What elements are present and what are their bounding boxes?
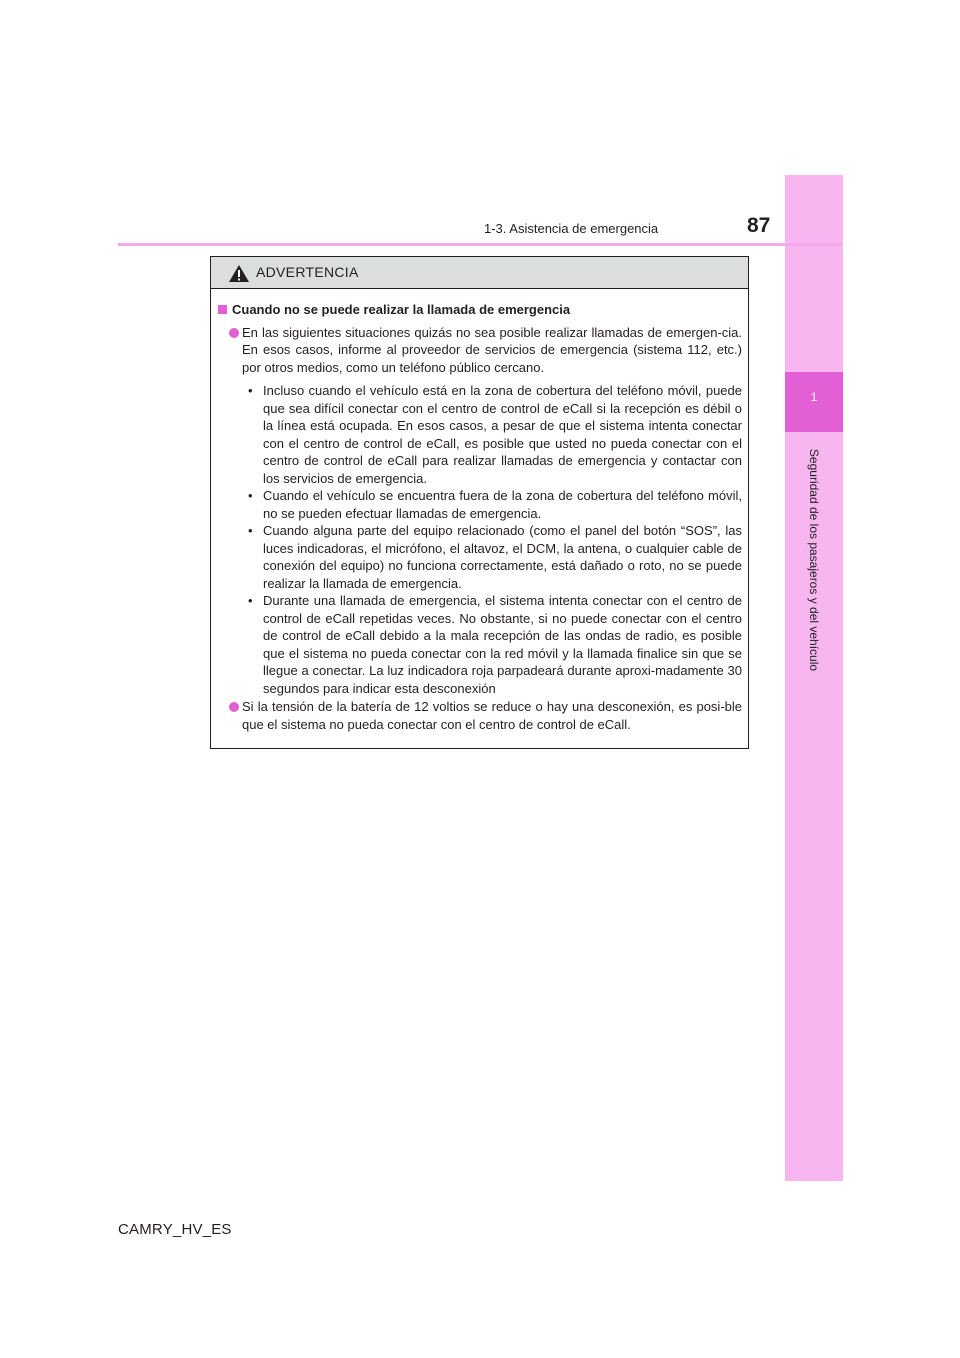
sub-list-item-text: Cuando el vehículo se encuentra fuera de la zona de cobertura del teléfono móvil, no se pueden efectuar llamadas de emergencia. bbox=[263, 488, 742, 521]
section-title: 1-3. Asistencia de emergencia bbox=[484, 221, 659, 236]
chapter-title: Seguridad de los pasajeros y del vehículo bbox=[807, 448, 821, 672]
chapter-side-tab bbox=[785, 175, 843, 1181]
warning-heading-text: Cuando no se puede realizar la llamada de emergencia bbox=[232, 302, 571, 317]
list-item bbox=[218, 698, 742, 733]
bullet-glyph: • bbox=[248, 593, 253, 608]
bullet-glyph: • bbox=[248, 383, 253, 398]
list-item-text: En las siguientes situaciones quizás no sea posible realizar llamadas de emergen-cia. En esos casos, informe al proveedor de servicios de emergencia (sistema 112, etc.) por otros medios, como un teléfono público cercano. bbox=[242, 324, 742, 375]
warning-title: ADVERTENCIA bbox=[256, 264, 359, 280]
page-number: 87 bbox=[747, 214, 771, 237]
bullet-glyph: • bbox=[248, 488, 253, 503]
header-rule bbox=[118, 243, 842, 246]
warning-body bbox=[211, 289, 748, 733]
list-item-text: Si la tensión de la batería de 12 voltios se reduce o hay una desconexión, es posi-ble que el sistema no pueda conectar con el centro de control de eCall. bbox=[242, 699, 742, 732]
sub-list-item-text: Incluso cuando el vehículo está en la zona de cobertura del teléfono móvil, puede que sea difícil conectar con el centro de control de eCall si la recepción es débil o la línea está ocupada. En esos casos, a pesar de que el sistema intenta conectar con el centro de control de eCall, es posible que usted no pueda conectar con el centro de control de eCall para realizar llamadas de emergencia y contactar con los servicios de emergencia. bbox=[263, 383, 742, 486]
warning-header bbox=[211, 257, 748, 289]
sub-list-item-text: Durante una llamada de emergencia, el sistema intenta conectar con el centro de control de eCall repetidas veces. No obstante, si no puede conectar con el centro de control de eCall debido a la mala recepción de las ondas de radio, es posible que el sistema no pueda conectar con la red móvil y la llamada finalice sin que se llegue a conectar. La luz indicadora roja parpadeará durante aproxi-madamente 30 segundos para indicar esta desconexión bbox=[263, 593, 742, 696]
chapter-number: 1 bbox=[810, 390, 818, 404]
warning-heading bbox=[218, 301, 742, 319]
sub-list-item bbox=[242, 382, 742, 487]
circle-bullet-icon bbox=[229, 702, 239, 712]
list-item bbox=[218, 324, 742, 377]
square-bullet-icon bbox=[218, 305, 227, 314]
circle-bullet-icon bbox=[229, 328, 239, 338]
sub-list-item bbox=[242, 522, 742, 592]
sub-list-item bbox=[242, 592, 742, 697]
bullet-glyph: • bbox=[248, 523, 253, 538]
sub-list-item-text: Cuando alguna parte del equipo relacionado (como el panel del botón “SOS”, las luces indicadoras, el micrófono, el altavoz, el DCM, la antena, o cualquier cable de conexión del equipo) no funciona correctamente, está dañado o roto, no se puede realizar la llamada de emergencia. bbox=[263, 523, 742, 591]
sub-list-item bbox=[242, 487, 742, 522]
sub-list bbox=[218, 382, 742, 697]
footer-model-code: CAMRY_HV_ES bbox=[118, 1221, 232, 1238]
warning-triangle-icon bbox=[228, 264, 250, 283]
warning-box bbox=[210, 256, 749, 749]
